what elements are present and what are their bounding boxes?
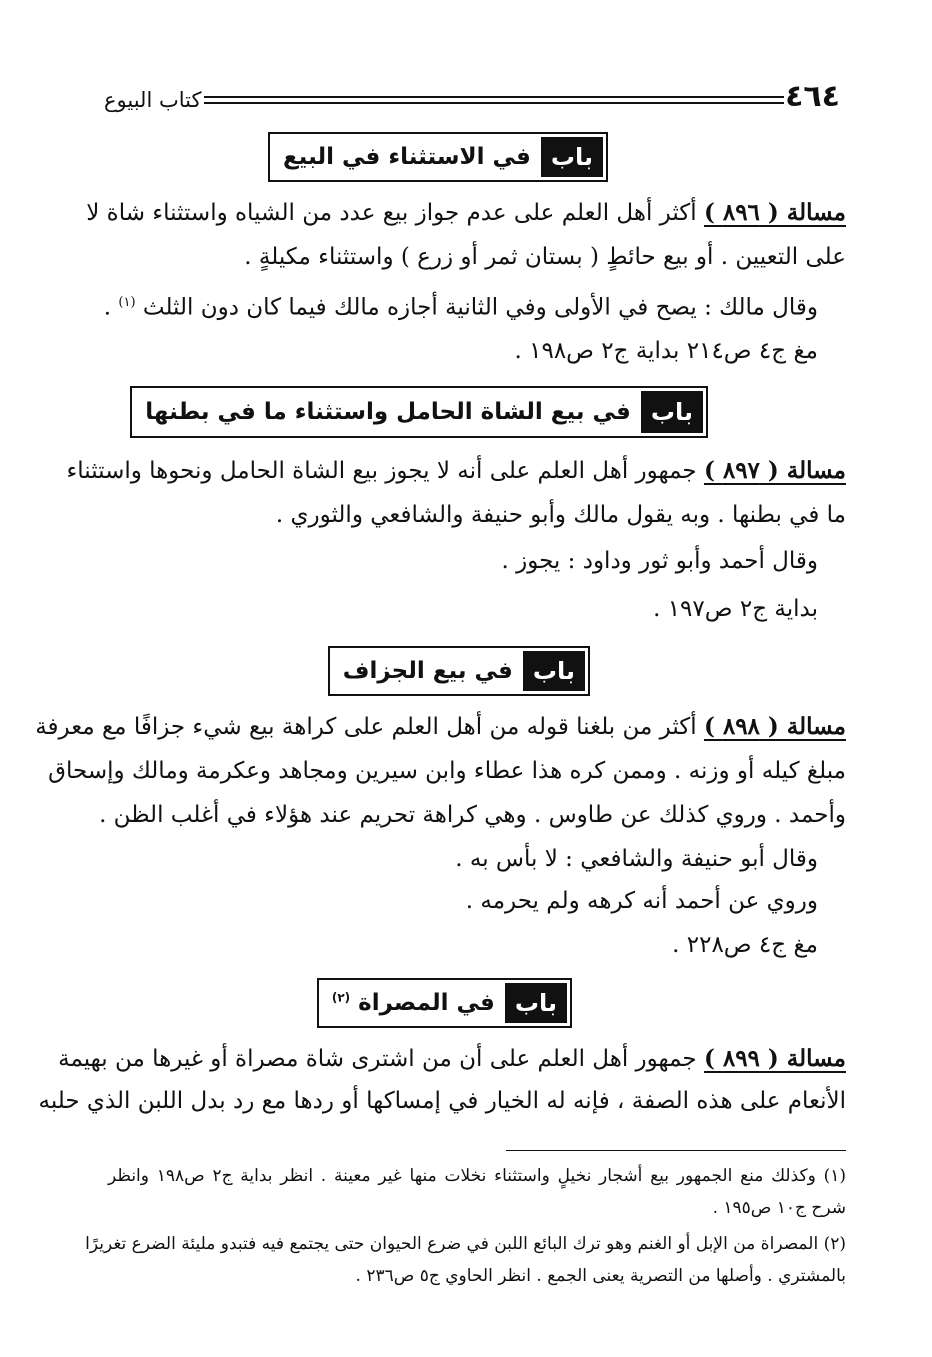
paragraph-line: وأحمد . وروي كذلك عن طاوس . وهي كراهة تحريم عند هؤلاء في أغلب الظن .: [99, 802, 846, 828]
footnote-line: شرح ج١٠ ص١٩٥ .: [712, 1198, 846, 1218]
page-number: ٤٦٤: [785, 79, 840, 114]
chapter-title-text: في المصراة: [358, 990, 495, 1016]
chapter-heading: [317, 978, 572, 1028]
paragraph-line: [104, 288, 818, 323]
masala-number: مسالة ( ٨٩٨ ): [703, 713, 846, 740]
masala-text: جمهور أهل العلم على أنه لا يجوز بيع الشاة الحامل ونحوها واستثناء: [66, 458, 697, 484]
paragraph-line: [35, 712, 846, 742]
chapter-label: باب: [541, 137, 603, 177]
source-reference: مغ ج٤ ص٢٢٨ .: [672, 932, 818, 958]
footnote-ref[interactable]: (٢): [331, 990, 351, 1005]
paragraph-line: [66, 456, 846, 486]
source-reference: مغ ج٤ ص٢١٤ بداية ج٢ ص١٩٨ .: [514, 338, 818, 364]
masala-number: مسالة ( ٨٩٦ ): [703, 199, 846, 226]
footnote-separator: [506, 1150, 846, 1151]
paragraph-line: مبلغ كيله أو وزنه . وممن كره هذا عطاء وابن سيرين ومجاهد وعكرمة ومالك وإسحاق: [48, 758, 846, 784]
chapter-title: في بيع الشاة الحامل واستثناء ما في بطنها: [145, 399, 631, 425]
masala-number: مسالة ( ٨٩٧ ): [703, 457, 846, 484]
footnote-ref[interactable]: (١): [118, 295, 136, 310]
paragraph-line: ما في بطنها . وبه يقول مالك وأبو حنيفة والشافعي والثوري .: [275, 502, 846, 528]
footnote-line: (٢) المصراة من الإبل أو الغنم وهو ترك البائع اللبن في ضرع الحيوان حتى يجتمع فيه فتبدو مليئة الضرع تغريرًا: [85, 1234, 846, 1254]
footnote-line: بالمشتري . وأصلها من التصرية يعنى الجمع . انظر الحاوي ج٥ ص٢٣٦ .: [355, 1266, 846, 1286]
footnote-line: (١) وكذلك منع الجمهور بيع أشجار نخيلٍ واستثناء نخلات منها غير معينة . انظر بداية ج٢ ص١٩٨ وانظر: [108, 1166, 846, 1186]
book-title: كتاب البيوع: [104, 88, 202, 112]
source-reference: بداية ج٢ ص١٩٧ .: [653, 596, 818, 622]
paragraph-line: الأنعام على هذه الصفة ، فإنه له الخيار في إمساكها أو ردها مع رد بدل اللبن الذي حلبه: [38, 1088, 846, 1114]
masala-text: أكثر من بلغنا قوله من أهل العلم على كراهة بيع شيء جزافًا مع معرفة: [35, 714, 697, 740]
paragraph-line: [86, 198, 846, 228]
header-double-rule: [204, 96, 784, 104]
paragraph-line: وقال أبو حنيفة والشافعي : لا بأس به .: [455, 846, 818, 872]
paragraph-text: وقال مالك : يصح في الأولى وفي الثانية أجازه مالك فيما كان دون الثلث: [142, 294, 818, 321]
chapter-title: في الاستثناء في البيع: [282, 144, 531, 170]
chapter-heading: [130, 386, 708, 438]
chapter-label: باب: [523, 651, 585, 691]
chapter-title: في بيع الجزاف: [342, 658, 513, 684]
chapter-heading: [328, 646, 590, 696]
masala-text: جمهور أهل العلم على أن من اشترى شاة مصراة أو غيرها من بهيمة: [58, 1046, 697, 1072]
masala-text: أكثر أهل العلم على عدم جواز بيع عدد من الشياه واستثناء شاة لا: [86, 200, 697, 226]
period: .: [103, 294, 112, 321]
chapter-label: باب: [641, 391, 703, 433]
paragraph-line: [58, 1044, 846, 1074]
masala-number: مسالة ( ٨٩٩ ): [703, 1045, 846, 1072]
running-header: [104, 78, 840, 122]
paragraph-line: وقال أحمد وأبو ثور وداود : يجوز .: [501, 548, 818, 574]
paragraph-line: وروي عن أحمد أنه كرهه ولم يحرمه .: [465, 888, 818, 914]
chapter-title: [322, 990, 505, 1016]
paragraph-line: على التعيين . أو بيع حائطٍ ( بستان ثمر أو زرع ) واستثناء مكيلةٍ .: [244, 244, 846, 270]
chapter-heading: [268, 132, 608, 182]
chapter-label: باب: [505, 983, 567, 1023]
